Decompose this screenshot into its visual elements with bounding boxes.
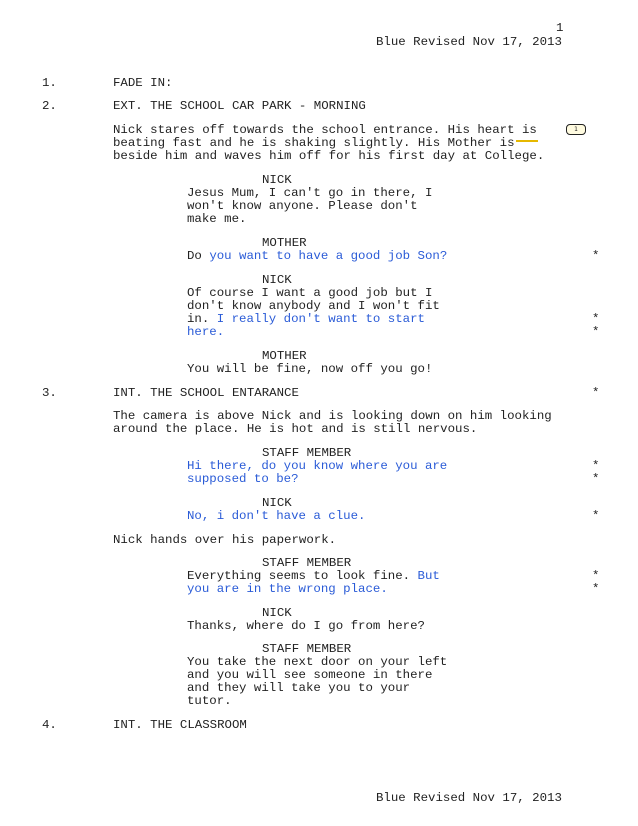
dialogue-line: You take the next door on your left [187,655,448,669]
action-line: around the place. He is hot and is still nervous. [113,422,478,436]
scene-number: 4. [42,718,57,732]
action-block [113,410,573,436]
dialogue-text: in. [187,312,217,326]
dialogue-block [187,620,517,633]
dialogue-block [187,570,517,596]
scene-number: 1. [42,76,57,90]
revised-text: you are in the wrong place. [187,582,388,596]
action-line: beside him and waves him off for his first day at College. [113,149,545,163]
dialogue-text: Everything seems to look fine. [187,569,418,583]
action-line: Nick hands over his paperwork. [113,533,337,547]
character-name: NICK [262,496,292,510]
revision-mark: * [592,386,600,400]
character-name: NICK [262,173,292,187]
spelling-underline [516,137,538,142]
revised-text: Hi there, do you know where you are [187,459,448,473]
revision-mark: * [592,472,600,486]
scene-heading: FADE IN: [113,76,173,90]
dialogue-line: won't know anyone. Please don't [187,199,418,213]
action-block [113,124,573,163]
revision-header: Blue Revised Nov 17, 2013 [376,35,562,49]
action-line: The camera is above Nick and is looking down on him looking [113,409,552,423]
dialogue-block [187,656,517,708]
dialogue-line: don't know anybody and I won't fit [187,299,440,313]
dialogue-block [187,287,517,339]
character-name: STAFF MEMBER [262,446,352,460]
character-name: NICK [262,273,292,287]
scene-number: 3. [42,386,57,400]
action-line: Nick stares off towards the school entrance. His heart is [113,123,537,137]
dialogue-block [187,363,517,376]
action-line: beating fast and he is shaking slightly. His Mother is [113,136,515,150]
revised-text: you want to have a good job Son? [209,249,448,263]
dialogue-block [187,187,517,226]
revision-mark: * [592,569,600,583]
revision-mark: * [592,312,600,326]
dialogue-text: Do [187,249,210,263]
revised-text: here. [187,325,225,339]
scene-heading: EXT. THE SCHOOL CAR PARK - MORNING [113,99,366,113]
character-name: STAFF MEMBER [262,556,352,570]
revised-text: supposed to be? [187,472,299,486]
dialogue-block [187,510,517,523]
character-name: STAFF MEMBER [262,642,352,656]
revised-text: But [417,569,440,583]
dialogue-line: Jesus Mum, I can't go in there, I [187,186,433,200]
dialogue-line: Thanks, where do I go from here? [187,619,425,633]
dialogue-line: and they will take you to your [187,681,411,695]
page-number: 1 [556,21,564,35]
scene-heading: INT. THE SCHOOL ENTARANCE [113,386,299,400]
revision-mark: * [592,509,600,523]
dialogue-line: Of course I want a good job but I [187,286,433,300]
revision-mark: * [592,249,600,263]
dialogue-line: tutor. [187,694,232,708]
character-name: MOTHER [262,349,307,363]
dialogue-line: You will be fine, now off you go! [187,362,433,376]
scene-number: 2. [42,99,57,113]
dialogue-line: make me. [187,212,247,226]
script-note-marker[interactable]: 1 [566,124,586,135]
revision-footer: Blue Revised Nov 17, 2013 [376,791,562,805]
dialogue-block [187,250,517,263]
character-name: NICK [262,606,292,620]
scene-heading: INT. THE CLASSROOM [113,718,247,732]
revised-text: No, i don't have a clue. [187,509,366,523]
character-name: MOTHER [262,236,307,250]
dialogue-line: and you will see someone in there [187,668,433,682]
revision-mark: * [592,582,600,596]
revision-mark: * [592,459,600,473]
dialogue-block [187,460,517,486]
revision-mark: * [592,325,600,339]
action-block [113,534,573,547]
revised-text: I really don't want to start [216,312,425,326]
